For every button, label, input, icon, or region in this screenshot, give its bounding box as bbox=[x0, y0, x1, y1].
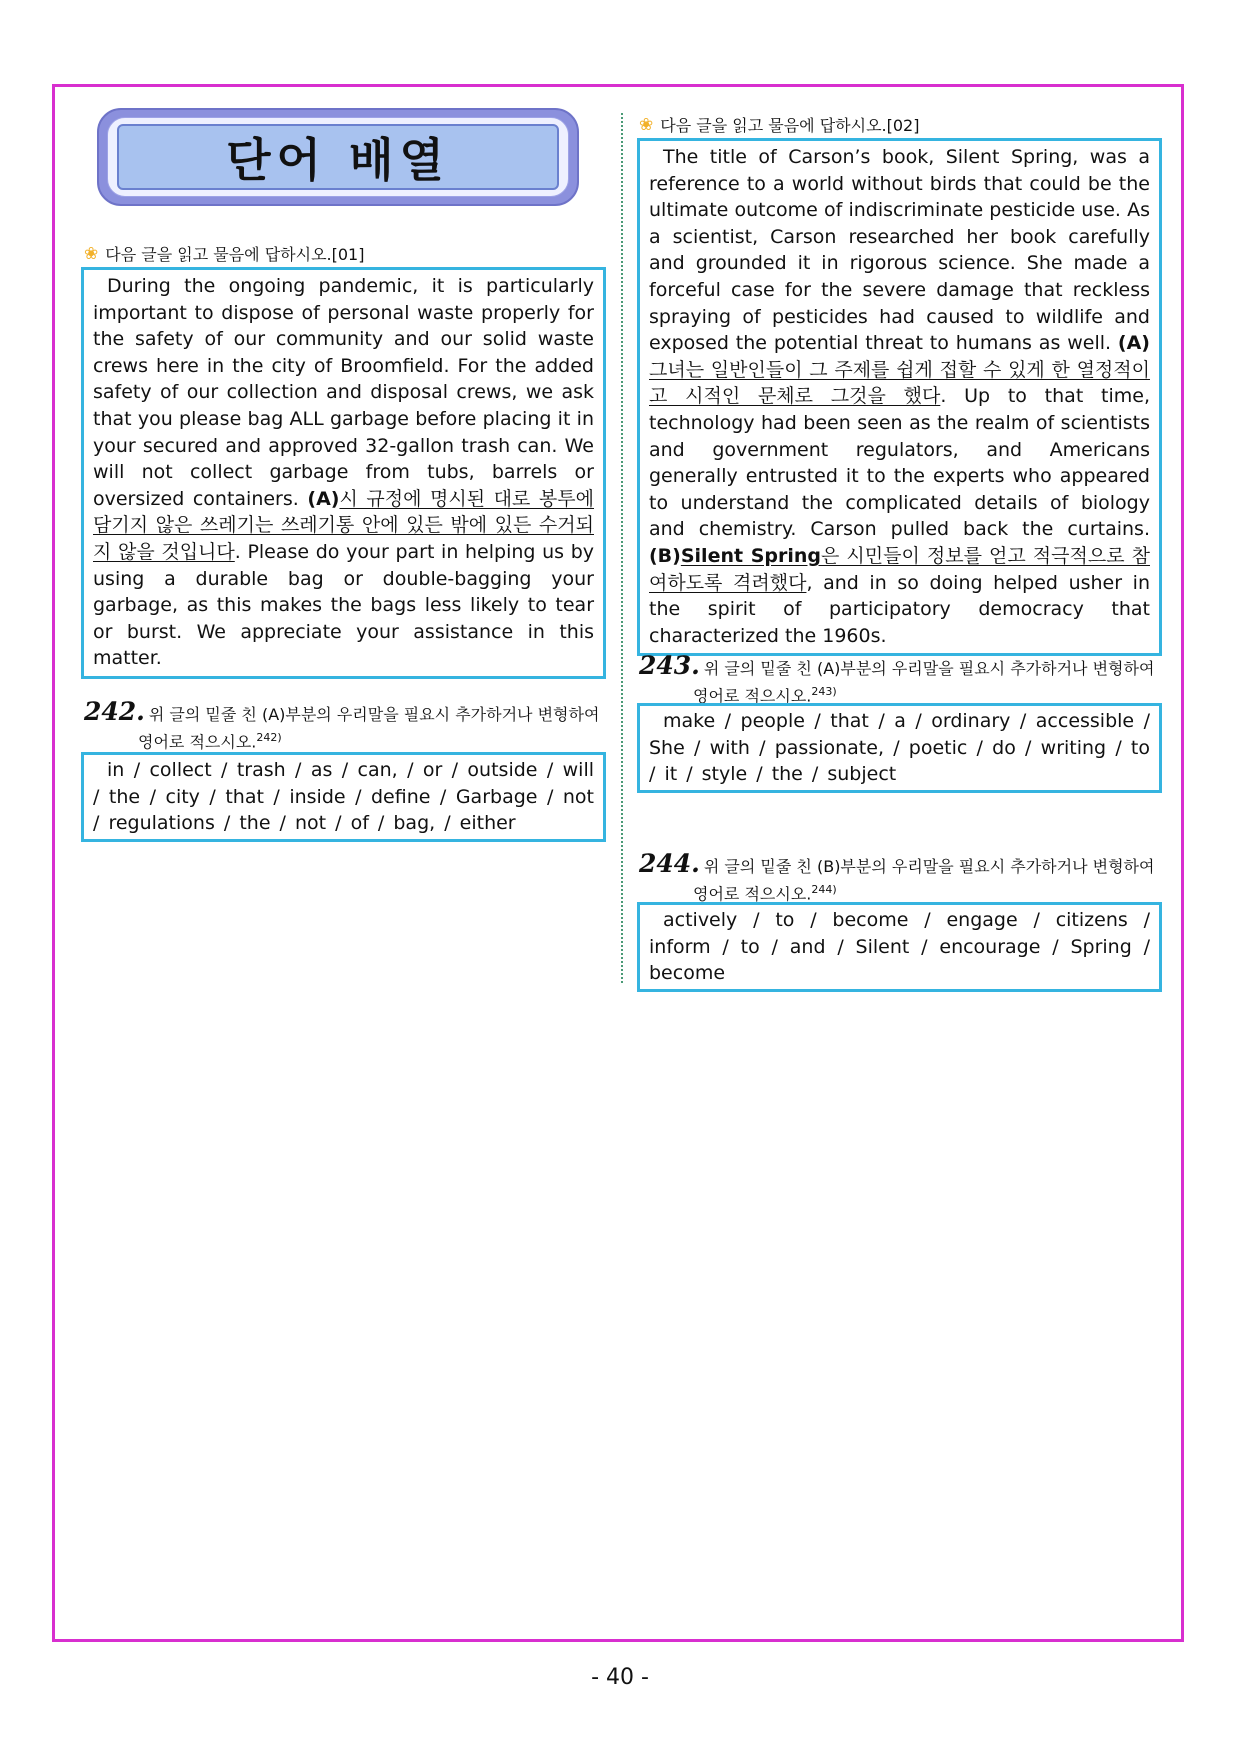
underline-a: 시 규정에 명시된 대로 봉투에 담기지 않은 쓰레기는 쓰레기통 안에 있든 밖에 있든 수거되지 않을 것입니다 bbox=[93, 487, 594, 563]
passage-1 bbox=[93, 273, 594, 672]
question-244 bbox=[639, 849, 1164, 905]
column-divider bbox=[621, 113, 623, 983]
question-number: 243. bbox=[639, 651, 700, 680]
flower-icon: ❀ bbox=[84, 243, 99, 264]
question-text: 위 글의 밑줄 친 (A)부분의 우리말을 필요시 추가하거나 변형하여 bbox=[148, 705, 600, 724]
underline-a: 그녀는 일반인들이 그 주제를 쉽게 접할 수 있게 한 열정적이고 시적인 문체로 그것을 했다 bbox=[649, 358, 1150, 408]
footnote-ref: 244) bbox=[811, 883, 837, 896]
section1-heading bbox=[84, 242, 364, 265]
passage-1-text-end: . Please do your part in helping us by using a durable bag or double-bagging your garbage, as this makes the bags less likely to tear or burst. We appreciate your assistance in this matter. bbox=[93, 540, 594, 670]
section1-heading-text: 다음 글을 읽고 물음에 답하시오.[01] bbox=[105, 245, 365, 264]
question-text-cont: 영어로 적으시오. bbox=[138, 732, 257, 752]
page-number: - 40 - bbox=[591, 1665, 649, 1690]
question-number: 242. bbox=[84, 697, 145, 726]
flower-icon: ❀ bbox=[639, 114, 654, 135]
passage-2 bbox=[649, 144, 1150, 649]
section2-heading-text: 다음 글을 읽고 물음에 답하시오.[02] bbox=[660, 116, 920, 135]
page-title: 단어 배열 bbox=[117, 124, 559, 190]
book-title-bold: Silent Spring bbox=[680, 544, 821, 567]
footnote-ref: 242) bbox=[256, 731, 282, 744]
marker-a: (A) bbox=[1117, 332, 1150, 355]
question-text: 위 글의 밑줄 친 (A)부분의 우리말을 필요시 추가하거나 변형하여 bbox=[703, 659, 1155, 678]
question-number: 244. bbox=[639, 849, 700, 878]
word-bank-242: in / collect / trash / as / can, / or / outside / will / the / city / that / inside / define / Garbage / not / regulations / the / not / of / bag, / either bbox=[81, 752, 606, 842]
word-bank-244: actively / to / become / engage / citizens / inform / to / and / Silent / encourage / Spring / become bbox=[637, 902, 1162, 992]
passage-2-text-mid: . Up to that time, technology had been seen as the realm of scientists and government regulators, and Americans generally entrusted it to the experts who appeared to understand the complicated details of biology and chemistry. Carson pulled back the curtains. bbox=[649, 385, 1150, 541]
word-bank-243: make / people / that / a / ordinary / accessible / She / with / passionate, / poetic / do / writing / to / it / style / the / subject bbox=[637, 703, 1162, 793]
question-243 bbox=[639, 651, 1164, 707]
question-242 bbox=[84, 697, 604, 753]
passage-2-text-end: , and in so doing helped usher in the spirit of participatory democracy that characterized the 1960s. bbox=[649, 571, 1150, 647]
title-badge bbox=[97, 108, 579, 206]
marker-a: (A) bbox=[307, 487, 340, 510]
underline-b: 은 시민들이 정보를 얻고 적극적으로 참여하도록 격려했다 bbox=[649, 544, 1150, 594]
question-text-cont: 영어로 적으시오. bbox=[693, 884, 812, 904]
question-text: 위 글의 밑줄 친 (B)부분의 우리말을 필요시 추가하거나 변형하여 bbox=[703, 857, 1155, 876]
passage-1-text: During the ongoing pandemic, it is particularly important to dispose of personal waste properly for the safety of our community and our solid waste crews here in the city of Broomfield. For the added safety of our collection and disposal crews, we ask that you please bag ALL garbage before placing it in your secured and approved 32-gallon trash can. We will not collect garbage from tubs, barrels or oversized containers. bbox=[93, 275, 594, 510]
passage-1-box bbox=[81, 267, 606, 679]
marker-b: (B) bbox=[649, 544, 681, 567]
passage-2-box bbox=[637, 138, 1162, 656]
question-text-cont: 영어로 적으시오. bbox=[693, 686, 812, 706]
footnote-ref: 243) bbox=[811, 685, 837, 698]
section2-heading bbox=[639, 113, 919, 136]
passage-2-text: The title of Carson’s book, Silent Spring, was a reference to a world without birds that could be the ultimate outcome of indiscriminate pesticide use. As a scientist, Carson researched her book carefully and grounded it in rigorous science. She made a forceful case for the severe damage that reckless spraying of pesticides had caused to wildlife and exposed the potential threat to humans as well. bbox=[649, 146, 1150, 355]
